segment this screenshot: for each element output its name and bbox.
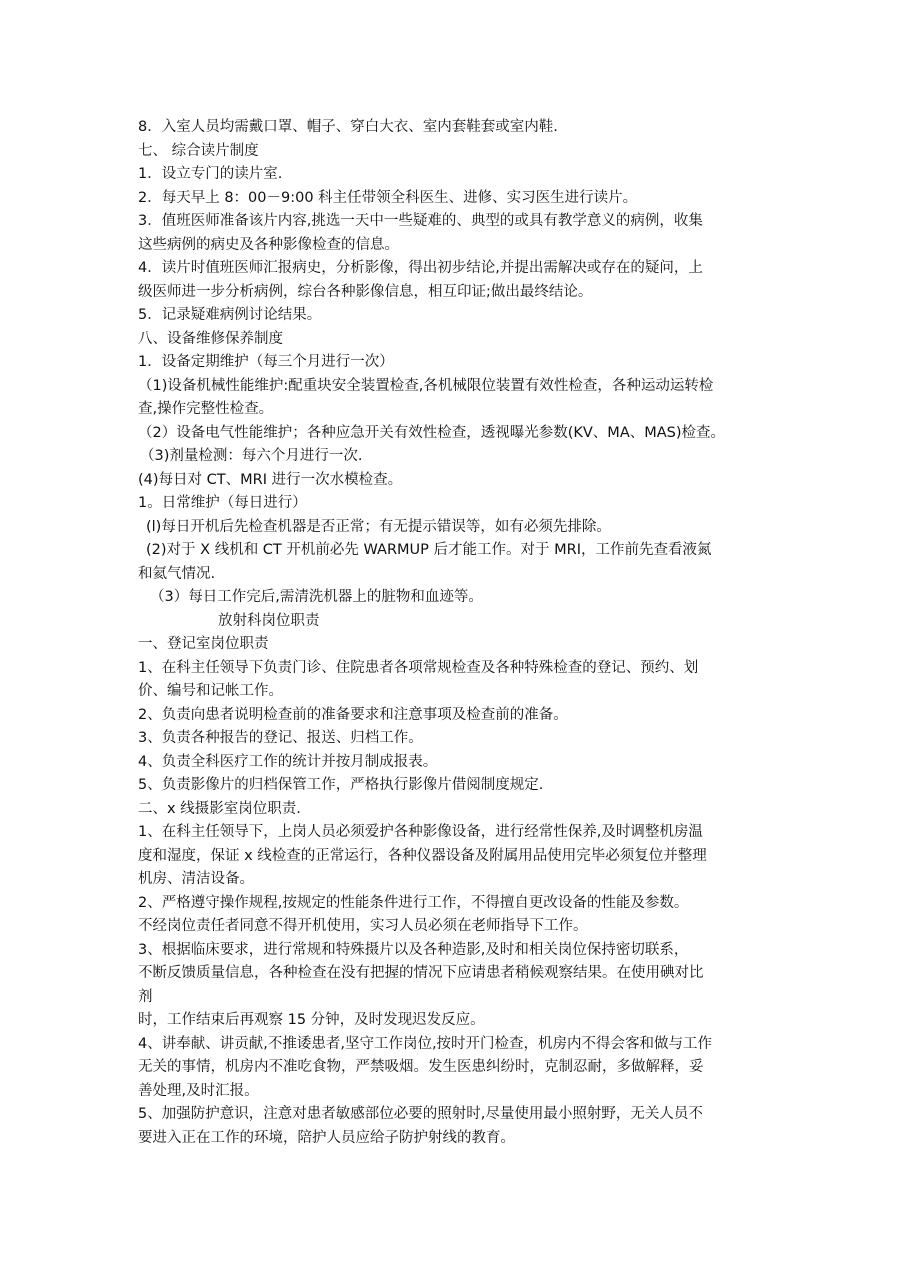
- document-title: 放射科岗位职责: [218, 612, 320, 629]
- text-line: 5．记录疑难病例讨论结果。: [138, 307, 322, 323]
- text-line: 不断反馈质量信息，各种检查在没有把握的情况下应请患者稍候观察结果。在使用碘对比: [138, 965, 704, 981]
- text-line: 4．读片时值班医师汇报病史，分析影像，得出初步结论,并提出需解决或存在的疑问，上: [138, 260, 703, 276]
- text-line: 8．入室人员均需戴口罩、帽子、穿白大衣、室内套鞋套或室内鞋.: [138, 119, 558, 135]
- text-line: (4)每日对 CT、MRI 进行一次水模检查。: [138, 471, 403, 488]
- text-line: 这些病例的病史及各种影像检查的信息。: [138, 236, 399, 253]
- text-line: 价、编号和记帐工作。: [138, 683, 283, 699]
- text-line: 5、加强防护意识，注意对患者敏感部位必要的照射时,尽量使用最小照射野，无关人员不: [138, 1106, 703, 1122]
- text-line: (l)每日开机后先检查机器是否正常；有无提示错误等，如有必须先排除。: [146, 518, 611, 535]
- text-line: 无关的事情，机房内不准吃食物，严禁吸烟。发生医患纠纷时，克制忍耐，多做解释，妥: [138, 1059, 704, 1075]
- text-line: 5、负责影像片的归档保管工作，严格执行影像片借阅制度规定.: [138, 777, 544, 793]
- text-line: 4、讲奉献、讲贡献,不推诿患者,坚守工作岗位,按时开门检查，机房内不得会客和做与工作: [138, 1035, 713, 1052]
- text-line: 2、负责向患者说明检查前的准备要求和注意事项及检查前的准备。: [138, 706, 568, 723]
- text-line: 1。日常维护（每日进行）: [138, 495, 307, 511]
- section-heading: 一、登记室岗位职责: [138, 636, 269, 652]
- text-line: 善处理,及时汇报。: [138, 1082, 259, 1099]
- text-line: 4、负责全科医疗工作的统计并按月制成报表。: [138, 753, 438, 770]
- text-line: 查,操作完整性检查。: [138, 401, 274, 417]
- text-line: 级医师进一步分析病例，综台各种影像信息，相互印证;做出最终结论。: [138, 283, 593, 300]
- text-line: 1．设备定期维护（每三个月进行一次）: [138, 354, 394, 370]
- text-line: （2）设备电气性能维护；各种应急开关有效性检查，透视曝光参数(KV、MA、MAS)检查。: [138, 424, 726, 441]
- document-body: [138, 116, 778, 1150]
- text-line: （3)剂量检测：每六个月进行一次.: [140, 448, 363, 464]
- text-line: 和氦气情况.: [138, 565, 216, 582]
- text-line: 不经岗位责任者同意不得开机使用，实习人员必须在老师指导下工作。: [138, 918, 588, 934]
- section-heading: 七、 综合读片制度: [138, 142, 259, 159]
- text-line: 1、在科主任领导下，上岗人员必须爱护各种影像设备，进行经常性保养,及时调整机房温: [138, 824, 703, 840]
- section-heading: 八、设备维修保养制度: [138, 330, 283, 347]
- text-line: 度和湿度，保证 x 线检查的正常运行，各种仪器设备及附属用品使用完毕必须复位并整理: [138, 847, 707, 864]
- text-line: (2)对于 X 线机和 CT 开机前必先 WARMUP 后才能工作。对于 MRI，工作前先查看液氮: [146, 542, 712, 558]
- text-line: 1、在科主任领导下负责门诊、住院患者各项常规检查及各种特殊检查的登记、预约、划: [138, 659, 699, 676]
- text-line: 2、严格遵守操作规程,按规定的性能条件进行工作，不得擅自更改设备的性能及参数。: [138, 894, 689, 911]
- text-line: （3）每日工作完后,需清洗机器上的脏物和血迹等。: [150, 589, 483, 605]
- text-line: 3．值班医师准备该片内容,挑选一天中一些疑难的、典型的或具有教学意义的病例，收集: [138, 213, 703, 229]
- text-line: 要进入正在工作的环境，陪护人员应给子防护射线的教育。: [138, 1129, 515, 1146]
- text-line: 2．每天早上 8：00－9:00 科主任带领全科医生、进修、实习医生进行读片。: [138, 189, 638, 206]
- text-line: （1)设备机械性能维护:配重块安全装置检查,各机械限位装置有效性检查，各种运动运转检: [138, 377, 714, 394]
- text-line: 3、根据临床要求，进行常规和特殊摄片以及各种造影,及时和相关岗位保持密切联系，: [138, 941, 689, 958]
- section-heading: 二、x 线摄影室岗位职责.: [138, 800, 301, 817]
- text-line: 时，工作结束后再观察 15 分钟，及时发现迟发反应。: [138, 1012, 485, 1028]
- text-line: 剂: [138, 988, 153, 1005]
- text-line: 机房、清洁设备。: [138, 871, 254, 887]
- text-line: 1．设立专门的读片室.: [138, 166, 283, 182]
- text-line: 3、负责各种报告的登记、报送、归档工作。: [138, 730, 423, 746]
